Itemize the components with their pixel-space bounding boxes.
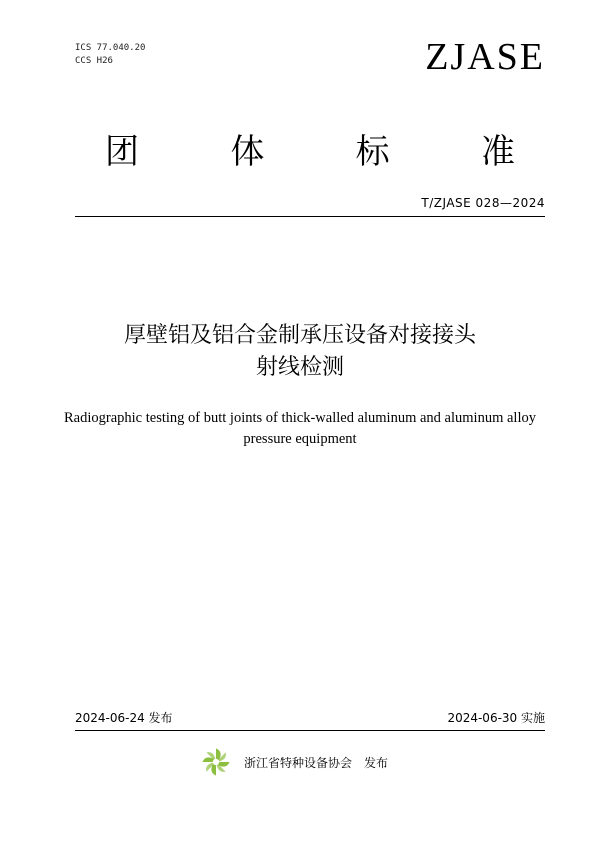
- publisher-name: 浙江省特种设备协会: [244, 755, 353, 770]
- english-title-line-2: pressure equipment: [243, 431, 357, 447]
- implementation-date: 2024-06-30 实施: [447, 711, 545, 725]
- doc-type-char: 体: [230, 132, 265, 172]
- association-logo-icon: [200, 746, 232, 778]
- english-title-line-1: Radiographic testing of butt joints of thick-walled aluminum and aluminum alloy: [64, 410, 536, 426]
- issue-date: 2024-06-24 发布: [75, 711, 173, 725]
- ccs-code: CCS H26: [75, 56, 113, 66]
- english-title: [60, 408, 540, 450]
- chinese-title-line-2: 射线检测: [255, 355, 344, 380]
- chinese-title: [0, 320, 600, 384]
- document-type: [75, 130, 545, 174]
- document-number: T/ZJASE 028—2024: [421, 196, 545, 210]
- publisher-suffix: 发布: [364, 755, 389, 770]
- doc-type-char: 标: [355, 132, 390, 172]
- top-divider: [75, 216, 545, 217]
- publisher-block: [200, 744, 388, 780]
- doc-type-char: 准: [480, 132, 515, 172]
- chinese-title-line-1: 厚壁铝及铝合金制承压设备对接接头: [123, 323, 476, 348]
- ics-code: ICS 77.040.20: [75, 43, 146, 53]
- brand-mark: ZJASE: [425, 36, 545, 78]
- doc-type-char: 团: [105, 132, 139, 172]
- bottom-divider: [75, 730, 545, 731]
- classification-codes: [75, 42, 145, 68]
